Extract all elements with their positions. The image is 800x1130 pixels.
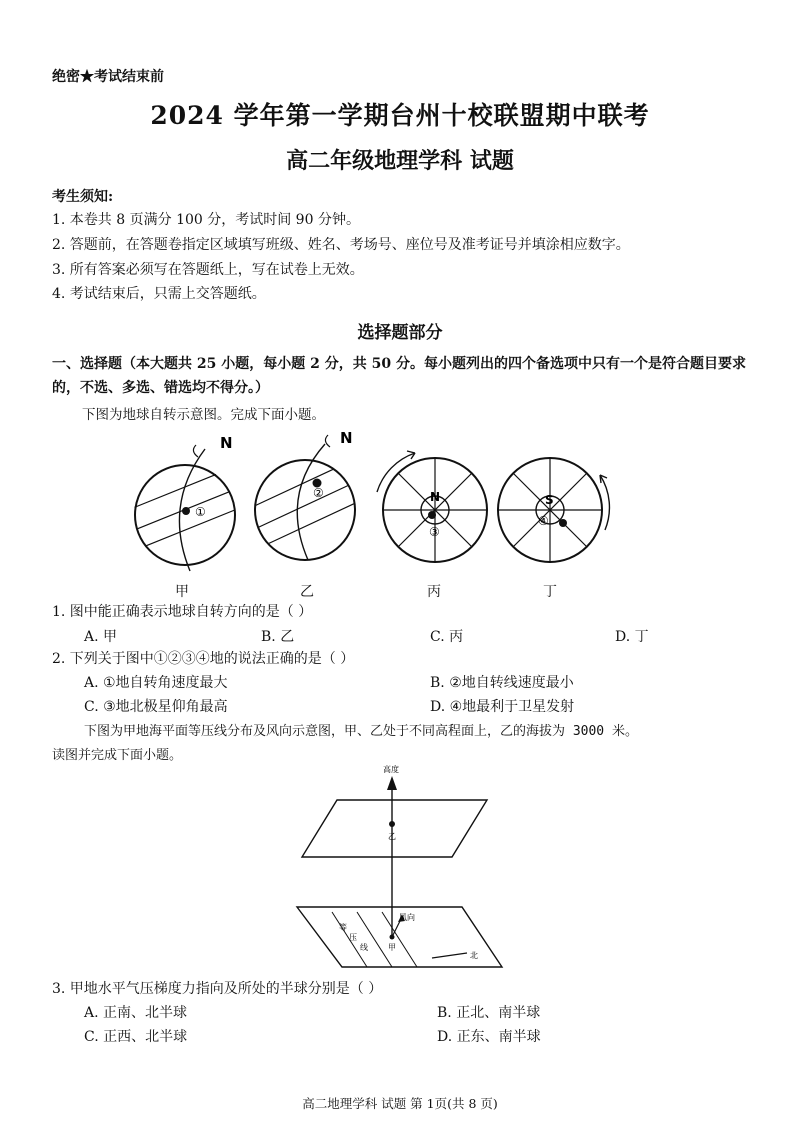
globe-jia	[134, 449, 235, 571]
notice-item: 1. 本卷共 8 页满分 100 分，考试时间 90 分钟。	[52, 212, 360, 228]
intro-figure2-line2: 读图并完成下面小题。	[52, 748, 183, 763]
north-pole-label: N	[430, 490, 441, 504]
section-title: 选择题部分	[357, 323, 443, 343]
marker-1: ①	[195, 505, 206, 519]
globe-yi	[255, 444, 355, 560]
question-3-stem: 3. 甲地水平气压梯度力指向及所处的半球分别是（ ）	[52, 981, 383, 997]
q2-option-b[interactable]: B. ②地自转线速度最小	[430, 675, 574, 691]
confidential-label: 绝密★考试结束前	[52, 69, 164, 85]
globe-ding	[498, 458, 609, 562]
page-footer: 高二地理学科 试题 第 1页(共 8 页)	[302, 1096, 498, 1111]
intro-figure2-line1: 下图为甲地海平面等压线分布及风向示意图，甲、乙处于不同高程面上，乙的海拔为 3000 米。	[84, 724, 638, 739]
notice-item: 2. 答题前，在答题卷指定区域填写班级、姓名、考场号、座位号及准考证号并填涂相应数字。	[52, 237, 630, 253]
caption-yi: 乙	[300, 584, 314, 600]
isobar-wind-figure	[292, 762, 507, 974]
caption-bing: 丙	[427, 584, 441, 600]
up-arrow-icon	[387, 776, 397, 790]
caption-ding: 丁	[543, 584, 557, 600]
exam-title: 2024 学年第一学期台州十校联盟期中联考	[150, 101, 650, 130]
notice-heading: 考生须知:	[52, 189, 114, 205]
q1-option-d[interactable]: D. 丁	[615, 629, 649, 645]
earth-rotation-figure	[120, 425, 640, 600]
wind-label: 风向	[399, 913, 415, 922]
marker-dot-3	[428, 511, 436, 519]
globe-bing	[377, 451, 487, 562]
q3-option-d[interactable]: D. 正东、南半球	[437, 1029, 541, 1045]
q2-option-a[interactable]: A. ①地自转角速度最大	[84, 675, 228, 691]
marker-4: ④	[538, 514, 549, 528]
height-label: 高度	[383, 765, 399, 774]
north-direction-label: 北	[470, 951, 478, 960]
rotation-arrow-icon	[377, 453, 415, 492]
rotation-arrow-icon	[325, 435, 330, 447]
marker-dot-4	[559, 519, 567, 527]
q2-option-c[interactable]: C. ③地北极星仰角最高	[84, 699, 228, 715]
part-one-instructions: 一、选择题（本大题共 25 小题，每小题 2 分，共 50 分。每小题列出的四个备选项中只有一个是符合题目要求的，不选、多选、错选均不得分。）	[52, 356, 746, 396]
marker-dot-1	[182, 507, 190, 515]
yi-label: 乙	[388, 832, 396, 841]
isobar-label-1: 等	[339, 923, 347, 932]
rotation-arrow-icon	[193, 445, 198, 457]
q2-option-d[interactable]: D. ④地最利于卫星发射	[430, 699, 575, 715]
marker-3: ③	[429, 525, 440, 539]
north-label: N	[220, 434, 233, 452]
isobar-label-2: 压	[349, 933, 357, 942]
notice-item: 4. 考试结束后，只需上交答题纸。	[52, 286, 266, 302]
q1-option-c[interactable]: C. 丙	[430, 629, 464, 645]
q3-option-a[interactable]: A. 正南、北半球	[84, 1005, 188, 1021]
q1-option-b[interactable]: B. 乙	[261, 629, 295, 645]
south-pole-label: S	[545, 493, 554, 507]
exam-subtitle: 高二年级地理学科 试题	[286, 148, 514, 174]
jia-label: 甲	[388, 943, 396, 952]
isobar-label-3: 线	[360, 943, 368, 952]
q3-option-b[interactable]: B. 正北、南半球	[437, 1005, 541, 1021]
question-1-stem: 1. 图中能正确表示地球自转方向的是（ ）	[52, 604, 313, 620]
question-2-stem: 2. 下列关于图中①②③④地的说法正确的是（ ）	[52, 651, 355, 667]
caption-jia: 甲	[175, 584, 189, 600]
north-label: N	[340, 429, 353, 447]
intro-figure1: 下图为地球自转示意图。完成下面小题。	[82, 407, 325, 423]
notice-item: 3. 所有答案必须写在答题纸上，写在试卷上无效。	[52, 262, 364, 278]
q1-option-a[interactable]: A. 甲	[84, 629, 118, 645]
q3-option-c[interactable]: C. 正西、北半球	[84, 1029, 188, 1045]
marker-2: ②	[313, 486, 324, 500]
